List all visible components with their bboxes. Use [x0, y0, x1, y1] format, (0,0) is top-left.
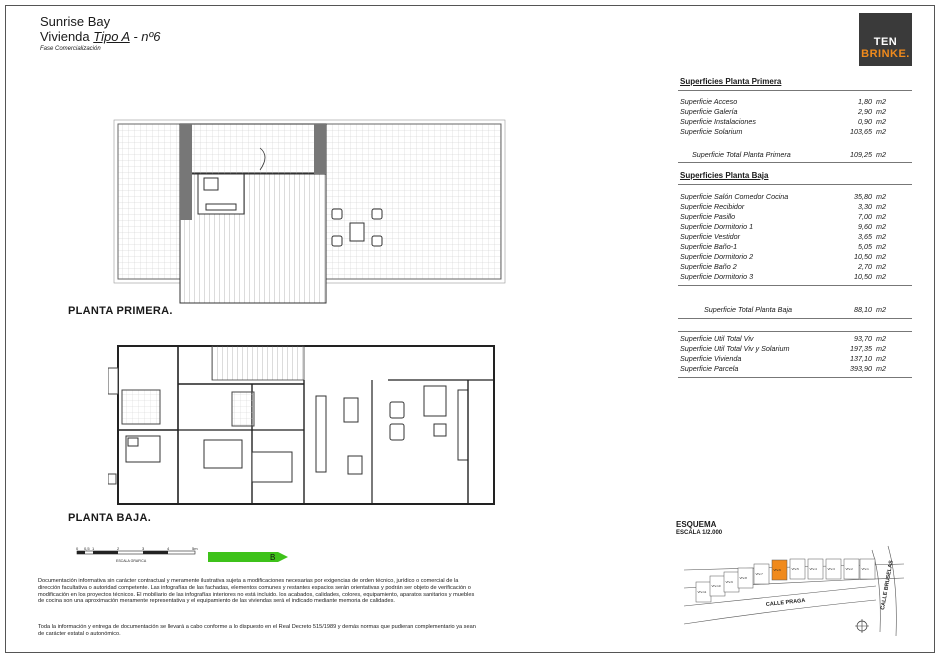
row-value: 393,90 — [850, 364, 872, 373]
row-name: Superficie Vestidor — [680, 232, 741, 241]
surface-row — [680, 212, 912, 222]
scale-tick: 0,5 — [84, 547, 90, 551]
row-value: 2,70 — [858, 262, 872, 271]
row-unit: m2 — [876, 364, 886, 373]
row-unit: m2 — [876, 97, 886, 106]
logo-line2: BRINKE. — [861, 48, 910, 60]
row-name: Superficie Parcela — [680, 364, 739, 373]
row-unit: m2 — [876, 222, 886, 231]
row-name: Superficie Pasillo — [680, 212, 736, 221]
row-unit: m2 — [876, 202, 886, 211]
schema-lot-label: VIV-1 — [861, 567, 869, 571]
surface-row — [680, 344, 912, 354]
surface-row — [680, 364, 912, 374]
surface-row — [680, 107, 912, 117]
unit-prefix: Vivienda — [40, 29, 94, 44]
row-value: 7,00 — [858, 212, 872, 221]
row-name: Superficie Dormitorio 3 — [680, 272, 754, 281]
row-name: Superficie Baño 2 — [680, 262, 737, 271]
surface-row — [680, 272, 912, 282]
schema-lot-label: VIV-3 — [827, 567, 835, 571]
street-praga-label: CALLE PRAGA — [765, 597, 806, 608]
row-value: 93,70 — [854, 334, 872, 343]
row-name: Superficie Util Total Viv y Solarium — [680, 344, 790, 353]
surface-row — [680, 202, 912, 212]
energy-rating-arrow — [208, 552, 288, 562]
row-value: 109,25 — [850, 150, 872, 159]
row-unit: m2 — [876, 272, 886, 281]
row-name: Superficie Util Total Viv — [680, 334, 754, 343]
row-unit: m2 — [876, 262, 886, 271]
row-unit: m2 — [876, 107, 886, 116]
row-unit: m2 — [876, 150, 886, 159]
row-value: 1,80 — [858, 97, 872, 106]
row-value: 3,30 — [858, 202, 872, 211]
schema-scale: ESCALA 1/2.000 — [676, 530, 723, 536]
phase-label: Fase Comercialización — [40, 46, 101, 52]
schema-lot-label: VIV-8 — [739, 576, 747, 580]
surface-row — [680, 222, 912, 232]
upper-surfaces-title: Superficies Planta Primera — [680, 77, 782, 86]
surface-row — [680, 192, 912, 202]
row-value: 5,05 — [858, 242, 872, 251]
unit-number: - nº6 — [129, 29, 161, 44]
tenbrinke-logo — [859, 13, 912, 66]
disclaimer-paragraph-2: Toda la información y entrega de documentación se llevará a cabo conforme a lo dispuesto en el Real Decreto 515/1989 y demás normas que pudieran complementario ya sean de carácter estatal o autonómico. — [38, 624, 476, 637]
divider — [678, 90, 912, 91]
surface-row — [680, 334, 912, 344]
row-value: 0,90 — [858, 117, 872, 126]
site-schema-map — [676, 540, 916, 640]
scale-tick: 5m — [192, 547, 198, 551]
scale-bar — [72, 547, 202, 567]
row-value: 137,10 — [850, 354, 872, 363]
row-unit: m2 — [876, 354, 886, 363]
surface-row — [680, 242, 912, 252]
row-unit: m2 — [876, 117, 886, 126]
row-value: 10,50 — [854, 272, 872, 281]
upper-plan-title: PLANTA PRIMERA. — [68, 305, 173, 317]
row-name: Superficie Total Planta Primera — [692, 150, 791, 159]
row-unit: m2 — [876, 344, 886, 353]
row-unit: m2 — [876, 232, 886, 241]
surface-row — [680, 252, 912, 262]
upper-total-row — [680, 150, 912, 160]
row-name: Superficie Baño-1 — [680, 242, 738, 251]
surface-row — [680, 262, 912, 272]
row-unit: m2 — [876, 212, 886, 221]
row-unit: m2 — [876, 127, 886, 136]
upper-floor-plan — [110, 118, 510, 318]
row-name: Superficie Instalaciones — [680, 117, 756, 126]
surface-row — [680, 127, 912, 137]
row-name: Superficie Dormitorio 1 — [680, 222, 754, 231]
surface-row — [680, 354, 912, 364]
scale-tick: 3 — [142, 547, 145, 551]
schema-lot-label: VIV-7 — [755, 572, 763, 576]
row-value: 10,50 — [854, 252, 872, 261]
ground-total-row — [680, 305, 912, 315]
row-name: Superficie Salón Comedor Cocina — [680, 192, 789, 201]
ground-plan-title: PLANTA BAJA. — [68, 512, 152, 524]
schema-lot-label: VIV-4 — [809, 567, 817, 571]
divider — [678, 318, 912, 319]
schema-lot-label: VIV-11 — [697, 590, 707, 594]
row-name: Superficie Solarium — [680, 127, 743, 136]
row-value: 88,10 — [854, 305, 872, 314]
schema-title: ESQUEMA — [676, 520, 717, 529]
schema-lot-label: VIV-10 — [711, 584, 721, 588]
row-value: 2,90 — [858, 107, 872, 116]
row-value: 9,60 — [858, 222, 872, 231]
row-value: 103,65 — [850, 127, 872, 136]
row-name: Superficie Galería — [680, 107, 738, 116]
schema-lot-label: VIV-6 — [773, 568, 781, 572]
row-unit: m2 — [876, 252, 886, 261]
ground-surfaces-title: Superficies Planta Baja — [680, 171, 769, 180]
unit-type: Tipo A — [93, 29, 130, 44]
divider — [678, 184, 912, 185]
divider — [678, 162, 912, 163]
row-value: 3,65 — [858, 232, 872, 241]
disclaimer-paragraph-1: Documentación informativa sin carácter contractual y meramente ilustrativa sujeta a modificaciones necesarias por exigencias de orden técnico, jurídico o comercial de la dirección facultativa o autoridad competente. Las infografías de las fachadas, elementos comunes y restantes espacios serán orientativas y podrán ser objeto de verificación o modificación en los proyectos técnicos. El mobiliario de las infografías interiores no está incluido. los acabados, calidades, colores, equipamiento, aparatos sanitarios y muebles de cocina son una aproximación meramente representativa y el equipamiento de las viviendas será el indicado mediante memoria de calidades. — [38, 578, 475, 605]
schema-lot-label: VIV-2 — [845, 567, 853, 571]
street-bruselas-label: CALLE BRUSELAS — [880, 559, 895, 611]
header — [40, 14, 161, 52]
divider — [678, 285, 912, 286]
schema-heading — [676, 521, 722, 537]
scale-tick: 2 — [117, 547, 120, 551]
scale-tick: 0 — [76, 547, 79, 551]
row-name: Superficie Acceso — [680, 97, 738, 106]
row-unit: m2 — [876, 242, 886, 251]
project-name: Sunrise Bay — [40, 14, 111, 29]
surface-row — [680, 117, 912, 127]
divider — [678, 331, 912, 332]
schema-lot-label: VIV-9 — [725, 580, 733, 584]
row-unit: m2 — [876, 334, 886, 343]
row-name: Superficie Recibidor — [680, 202, 745, 211]
energy-rating-letter: B — [270, 553, 276, 562]
unit-title — [40, 29, 161, 44]
surface-row — [680, 97, 912, 107]
row-unit: m2 — [876, 305, 886, 314]
scale-label: ESCALA GRAFICA — [116, 559, 147, 563]
ground-floor-plan — [108, 340, 508, 512]
schema-lot-label: VIV-5 — [791, 567, 799, 571]
row-name: Superficie Vivienda — [680, 354, 742, 363]
row-value: 197,35 — [850, 344, 872, 353]
divider — [678, 377, 912, 378]
row-value: 35,80 — [854, 192, 872, 201]
row-name: Superficie Dormitorio 2 — [680, 252, 754, 261]
row-unit: m2 — [876, 192, 886, 201]
scale-tick: 4 — [167, 547, 170, 551]
scale-tick: 1 — [92, 547, 95, 551]
surface-row — [680, 232, 912, 242]
logo-line1: TEN — [873, 36, 898, 48]
row-name: Superficie Total Planta Baja — [704, 305, 793, 314]
